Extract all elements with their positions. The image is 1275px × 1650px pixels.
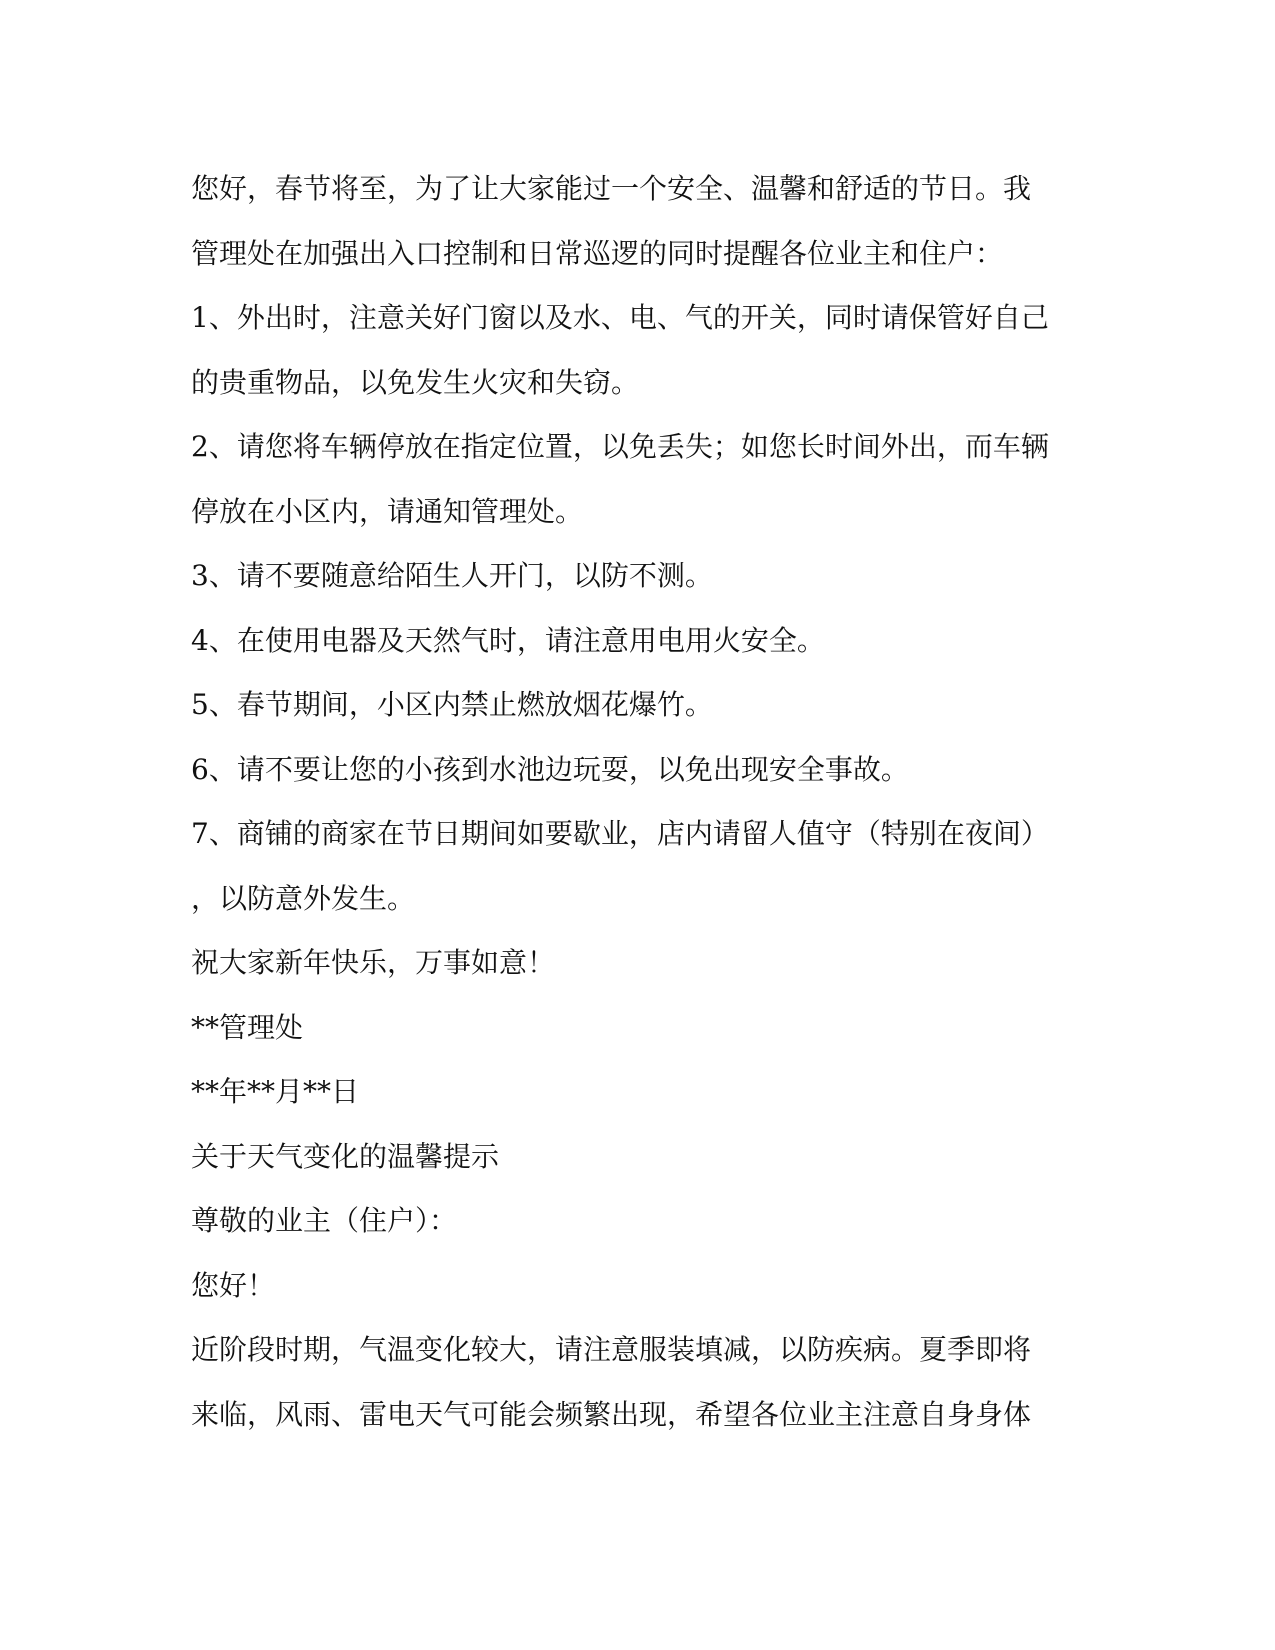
text-line: 的贵重物品，以免发生火灾和失窃。 (191, 365, 640, 399)
text-line: 停放在小区内，请通知管理处。 (191, 494, 584, 528)
closing-greeting: 祝大家新年快乐，万事如意！ (191, 946, 556, 979)
text-line: 3、请不要随意给陌生人开门，以防不测。 (191, 559, 713, 592)
signature-date: **年**月**日 (191, 1075, 360, 1108)
text-line: 2、请您将车辆停放在指定位置，以免丢失；如您长时间外出，而车辆 (191, 430, 1049, 463)
text-line: 6、请不要让您的小孩到水池边玩耍，以免出现安全事故。 (191, 752, 909, 786)
text-line: 您好，春节将至，为了让大家能过一个安全、温馨和舒适的节日。我 (191, 172, 1032, 205)
text-line: 4、在使用电器及天然气时，请注意用电用火安全。 (191, 623, 825, 657)
text-line: ，以防意外发生。 (191, 881, 416, 915)
document-body (191, 157, 1091, 1447)
text-line: 管理处在加强出入口控制和日常巡逻的同时提醒各位业主和住户： (191, 236, 1004, 270)
text-line: 来临，风雨、雷电天气可能会频繁出现，希望各位业主注意自身身体 (191, 1397, 1032, 1431)
text-line: 近阶段时期，气温变化较大，请注意服装填减，以防疾病。夏季即将 (191, 1333, 1032, 1366)
text-line: 7、商铺的商家在节日期间如要歇业，店内请留人值守（特别在夜间） (191, 817, 1049, 850)
text-line: 1、外出时，注意关好门窗以及水、电、气的开关，同时请保管好自己 (191, 301, 1049, 334)
text-line: 5、春节期间，小区内禁止燃放烟花爆竹。 (191, 688, 713, 721)
salutation: 尊敬的业主（住户）： (191, 1204, 458, 1237)
greeting: 您好！ (191, 1268, 276, 1302)
section-title: 关于天气变化的温馨提示 (191, 1139, 500, 1173)
signature-office: **管理处 (191, 1010, 304, 1044)
